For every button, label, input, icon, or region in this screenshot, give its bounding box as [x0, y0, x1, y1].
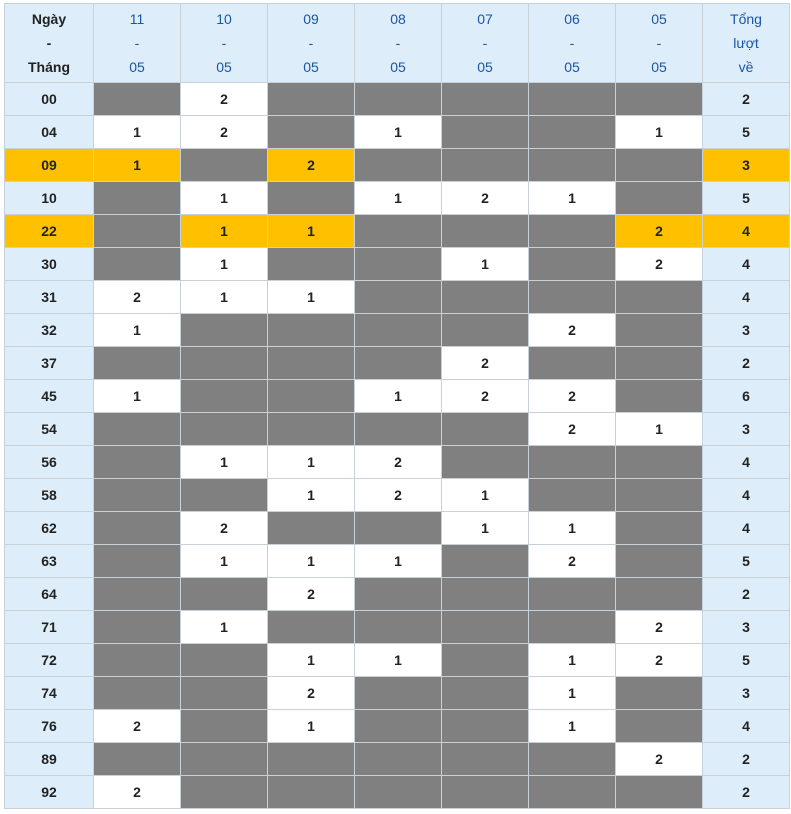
- lottery-number-cell: 32: [5, 314, 94, 347]
- lottery-number-cell: 71: [5, 611, 94, 644]
- lottery-number-cell: 72: [5, 644, 94, 677]
- table-body: [5, 83, 790, 809]
- empty-cell: [268, 380, 355, 413]
- date-separator: -: [656, 35, 662, 51]
- lottery-number-cell: 22: [5, 215, 94, 248]
- empty-cell: [616, 479, 703, 512]
- count-cell: 1: [529, 644, 616, 677]
- header-row: [5, 4, 790, 83]
- total-cell: 4: [703, 512, 790, 545]
- date-header: [616, 4, 703, 83]
- total-cell: 5: [703, 182, 790, 215]
- lottery-number-cell: 76: [5, 710, 94, 743]
- count-cell: 1: [355, 545, 442, 578]
- day-label: Ngày: [31, 11, 67, 27]
- empty-cell: [442, 215, 529, 248]
- empty-cell: [529, 215, 616, 248]
- total-cell: 5: [703, 644, 790, 677]
- lottery-number-cell: 31: [5, 281, 94, 314]
- lottery-number-cell: 00: [5, 83, 94, 116]
- empty-cell: [181, 380, 268, 413]
- count-cell: 1: [268, 479, 355, 512]
- empty-cell: [181, 710, 268, 743]
- count-cell: 1: [268, 446, 355, 479]
- count-cell: 1: [355, 116, 442, 149]
- lottery-number-cell: 09: [5, 149, 94, 182]
- empty-cell: [355, 248, 442, 281]
- empty-cell: [442, 413, 529, 446]
- empty-cell: [529, 347, 616, 380]
- total-cell: 3: [703, 611, 790, 644]
- table-row: [5, 347, 790, 380]
- table-row: [5, 479, 790, 512]
- empty-cell: [355, 413, 442, 446]
- date-header: [268, 4, 355, 83]
- date-separator: -: [569, 35, 575, 51]
- empty-cell: [94, 644, 181, 677]
- count-cell: 2: [529, 380, 616, 413]
- empty-cell: [94, 479, 181, 512]
- empty-cell: [529, 149, 616, 182]
- empty-cell: [442, 644, 529, 677]
- table-row: [5, 545, 790, 578]
- lottery-frequency-table: [4, 3, 790, 809]
- count-cell: 2: [616, 644, 703, 677]
- date-separator: -: [395, 35, 401, 51]
- empty-cell: [616, 677, 703, 710]
- lottery-number-cell: 54: [5, 413, 94, 446]
- empty-cell: [181, 776, 268, 809]
- date-header: [181, 4, 268, 83]
- total-cell: 4: [703, 446, 790, 479]
- count-cell: 2: [529, 413, 616, 446]
- empty-cell: [268, 248, 355, 281]
- count-cell: 2: [268, 677, 355, 710]
- empty-cell: [94, 248, 181, 281]
- empty-cell: [442, 281, 529, 314]
- count-cell: 1: [529, 710, 616, 743]
- date-separator: -: [308, 35, 314, 51]
- empty-cell: [268, 413, 355, 446]
- total-cell: 2: [703, 743, 790, 776]
- table-row: [5, 380, 790, 413]
- empty-cell: [355, 578, 442, 611]
- date-header: [442, 4, 529, 83]
- empty-cell: [442, 677, 529, 710]
- count-cell: 2: [181, 83, 268, 116]
- count-cell: 1: [268, 281, 355, 314]
- empty-cell: [616, 776, 703, 809]
- count-cell: 2: [529, 545, 616, 578]
- empty-cell: [616, 578, 703, 611]
- total-cell: 4: [703, 281, 790, 314]
- count-cell: 1: [181, 611, 268, 644]
- empty-cell: [94, 578, 181, 611]
- date-month: 05: [390, 59, 406, 75]
- count-cell: 1: [181, 248, 268, 281]
- count-cell: 1: [94, 149, 181, 182]
- count-cell: 2: [616, 215, 703, 248]
- empty-cell: [268, 116, 355, 149]
- empty-cell: [181, 413, 268, 446]
- empty-cell: [268, 512, 355, 545]
- total-cell: 4: [703, 248, 790, 281]
- count-cell: 1: [442, 479, 529, 512]
- empty-cell: [181, 347, 268, 380]
- total-cell: 5: [703, 116, 790, 149]
- count-cell: 2: [355, 446, 442, 479]
- count-cell: 1: [94, 380, 181, 413]
- count-cell: 2: [268, 149, 355, 182]
- empty-cell: [181, 644, 268, 677]
- count-cell: 1: [94, 314, 181, 347]
- count-cell: 1: [181, 281, 268, 314]
- lottery-number-cell: 63: [5, 545, 94, 578]
- empty-cell: [94, 446, 181, 479]
- lottery-number-cell: 74: [5, 677, 94, 710]
- empty-cell: [355, 710, 442, 743]
- table-row: [5, 644, 790, 677]
- count-cell: 1: [181, 545, 268, 578]
- date-day: 07: [477, 11, 493, 27]
- date-separator: -: [482, 35, 488, 51]
- total-cell: 4: [703, 215, 790, 248]
- empty-cell: [529, 446, 616, 479]
- empty-cell: [442, 545, 529, 578]
- date-month: 05: [303, 59, 319, 75]
- empty-cell: [442, 611, 529, 644]
- empty-cell: [616, 182, 703, 215]
- count-cell: 2: [181, 116, 268, 149]
- table-row: [5, 182, 790, 215]
- count-cell: 2: [616, 248, 703, 281]
- table-row: [5, 215, 790, 248]
- table-row: [5, 710, 790, 743]
- count-cell: 2: [355, 479, 442, 512]
- empty-cell: [442, 83, 529, 116]
- empty-cell: [616, 347, 703, 380]
- total-cell: 2: [703, 578, 790, 611]
- table-row: [5, 281, 790, 314]
- count-cell: 1: [181, 446, 268, 479]
- count-cell: 1: [442, 512, 529, 545]
- total-header: [703, 4, 790, 83]
- count-cell: 1: [94, 116, 181, 149]
- count-cell: 1: [268, 215, 355, 248]
- empty-cell: [442, 710, 529, 743]
- empty-cell: [268, 743, 355, 776]
- empty-cell: [442, 149, 529, 182]
- empty-cell: [355, 314, 442, 347]
- empty-cell: [94, 512, 181, 545]
- empty-cell: [616, 512, 703, 545]
- lottery-number-cell: 64: [5, 578, 94, 611]
- empty-cell: [616, 314, 703, 347]
- empty-cell: [529, 281, 616, 314]
- empty-cell: [181, 743, 268, 776]
- total-label-line1: Tổng: [730, 11, 762, 27]
- date-day: 11: [129, 11, 145, 27]
- count-cell: 1: [529, 182, 616, 215]
- empty-cell: [355, 611, 442, 644]
- empty-cell: [616, 83, 703, 116]
- date-month: 05: [651, 59, 667, 75]
- count-cell: 2: [94, 281, 181, 314]
- date-day: 08: [390, 11, 406, 27]
- empty-cell: [181, 149, 268, 182]
- label-separator: -: [46, 35, 52, 51]
- total-cell: 6: [703, 380, 790, 413]
- empty-cell: [529, 83, 616, 116]
- lottery-number-cell: 10: [5, 182, 94, 215]
- date-day: 10: [216, 11, 232, 27]
- count-cell: 2: [268, 578, 355, 611]
- empty-cell: [268, 611, 355, 644]
- total-cell: 4: [703, 710, 790, 743]
- date-header: [529, 4, 616, 83]
- empty-cell: [616, 149, 703, 182]
- empty-cell: [181, 314, 268, 347]
- count-cell: 1: [355, 644, 442, 677]
- date-month: 05: [564, 59, 580, 75]
- empty-cell: [442, 314, 529, 347]
- lottery-number-cell: 56: [5, 446, 94, 479]
- table-row: [5, 446, 790, 479]
- table-row: [5, 83, 790, 116]
- row-label-header: [5, 4, 94, 83]
- empty-cell: [94, 215, 181, 248]
- count-cell: 1: [355, 380, 442, 413]
- count-cell: 1: [268, 644, 355, 677]
- table-row: [5, 149, 790, 182]
- month-label: Tháng: [28, 59, 70, 75]
- empty-cell: [529, 479, 616, 512]
- empty-cell: [529, 248, 616, 281]
- empty-cell: [529, 743, 616, 776]
- table-row: [5, 413, 790, 446]
- count-cell: 2: [529, 314, 616, 347]
- lottery-number-cell: 62: [5, 512, 94, 545]
- count-cell: 2: [616, 611, 703, 644]
- lottery-number-cell: 37: [5, 347, 94, 380]
- count-cell: 1: [268, 545, 355, 578]
- empty-cell: [181, 479, 268, 512]
- empty-cell: [355, 149, 442, 182]
- empty-cell: [529, 578, 616, 611]
- empty-cell: [94, 83, 181, 116]
- total-cell: 4: [703, 479, 790, 512]
- date-day: 09: [303, 11, 319, 27]
- total-label-line2: lượt: [733, 35, 759, 51]
- count-cell: 2: [442, 380, 529, 413]
- date-header: [94, 4, 181, 83]
- count-cell: 2: [442, 182, 529, 215]
- lottery-number-cell: 89: [5, 743, 94, 776]
- empty-cell: [616, 281, 703, 314]
- count-cell: 1: [529, 512, 616, 545]
- table-row: [5, 578, 790, 611]
- table-row: [5, 116, 790, 149]
- empty-cell: [616, 380, 703, 413]
- count-cell: 1: [616, 116, 703, 149]
- date-month: 05: [216, 59, 232, 75]
- empty-cell: [181, 578, 268, 611]
- total-cell: 3: [703, 413, 790, 446]
- total-cell: 3: [703, 314, 790, 347]
- total-label-line3: về: [738, 59, 754, 75]
- empty-cell: [442, 743, 529, 776]
- empty-cell: [355, 83, 442, 116]
- empty-cell: [268, 776, 355, 809]
- count-cell: 1: [442, 248, 529, 281]
- count-cell: 2: [94, 776, 181, 809]
- date-separator: -: [134, 35, 140, 51]
- date-day: 06: [564, 11, 580, 27]
- date-day: 05: [651, 11, 667, 27]
- empty-cell: [94, 545, 181, 578]
- count-cell: 1: [616, 413, 703, 446]
- count-cell: 1: [181, 215, 268, 248]
- table-row: [5, 248, 790, 281]
- count-cell: 2: [616, 743, 703, 776]
- table-row: [5, 314, 790, 347]
- total-cell: 3: [703, 677, 790, 710]
- empty-cell: [529, 116, 616, 149]
- lottery-number-cell: 30: [5, 248, 94, 281]
- empty-cell: [355, 743, 442, 776]
- empty-cell: [442, 578, 529, 611]
- count-cell: 1: [268, 710, 355, 743]
- total-cell: 3: [703, 149, 790, 182]
- lottery-number-cell: 58: [5, 479, 94, 512]
- table-row: [5, 611, 790, 644]
- empty-cell: [94, 413, 181, 446]
- date-header: [355, 4, 442, 83]
- count-cell: 1: [355, 182, 442, 215]
- empty-cell: [616, 446, 703, 479]
- table-row: [5, 776, 790, 809]
- empty-cell: [529, 611, 616, 644]
- empty-cell: [355, 512, 442, 545]
- empty-cell: [355, 281, 442, 314]
- empty-cell: [268, 182, 355, 215]
- empty-cell: [355, 677, 442, 710]
- lottery-number-cell: 45: [5, 380, 94, 413]
- count-cell: 2: [442, 347, 529, 380]
- count-cell: 2: [181, 512, 268, 545]
- empty-cell: [94, 677, 181, 710]
- empty-cell: [355, 215, 442, 248]
- empty-cell: [442, 116, 529, 149]
- count-cell: 2: [94, 710, 181, 743]
- date-month: 05: [129, 59, 145, 75]
- empty-cell: [94, 347, 181, 380]
- total-cell: 2: [703, 347, 790, 380]
- empty-cell: [268, 347, 355, 380]
- empty-cell: [268, 83, 355, 116]
- empty-cell: [94, 182, 181, 215]
- date-separator: -: [221, 35, 227, 51]
- total-cell: 5: [703, 545, 790, 578]
- table-row: [5, 512, 790, 545]
- table-row: [5, 677, 790, 710]
- empty-cell: [355, 347, 442, 380]
- total-cell: 2: [703, 83, 790, 116]
- empty-cell: [94, 611, 181, 644]
- date-month: 05: [477, 59, 493, 75]
- empty-cell: [442, 776, 529, 809]
- empty-cell: [94, 743, 181, 776]
- count-cell: 1: [529, 677, 616, 710]
- empty-cell: [616, 710, 703, 743]
- total-cell: 2: [703, 776, 790, 809]
- empty-cell: [529, 776, 616, 809]
- empty-cell: [442, 446, 529, 479]
- lottery-number-cell: 04: [5, 116, 94, 149]
- count-cell: 1: [181, 182, 268, 215]
- empty-cell: [355, 776, 442, 809]
- table-row: [5, 743, 790, 776]
- empty-cell: [616, 545, 703, 578]
- empty-cell: [181, 677, 268, 710]
- lottery-number-cell: 92: [5, 776, 94, 809]
- empty-cell: [268, 314, 355, 347]
